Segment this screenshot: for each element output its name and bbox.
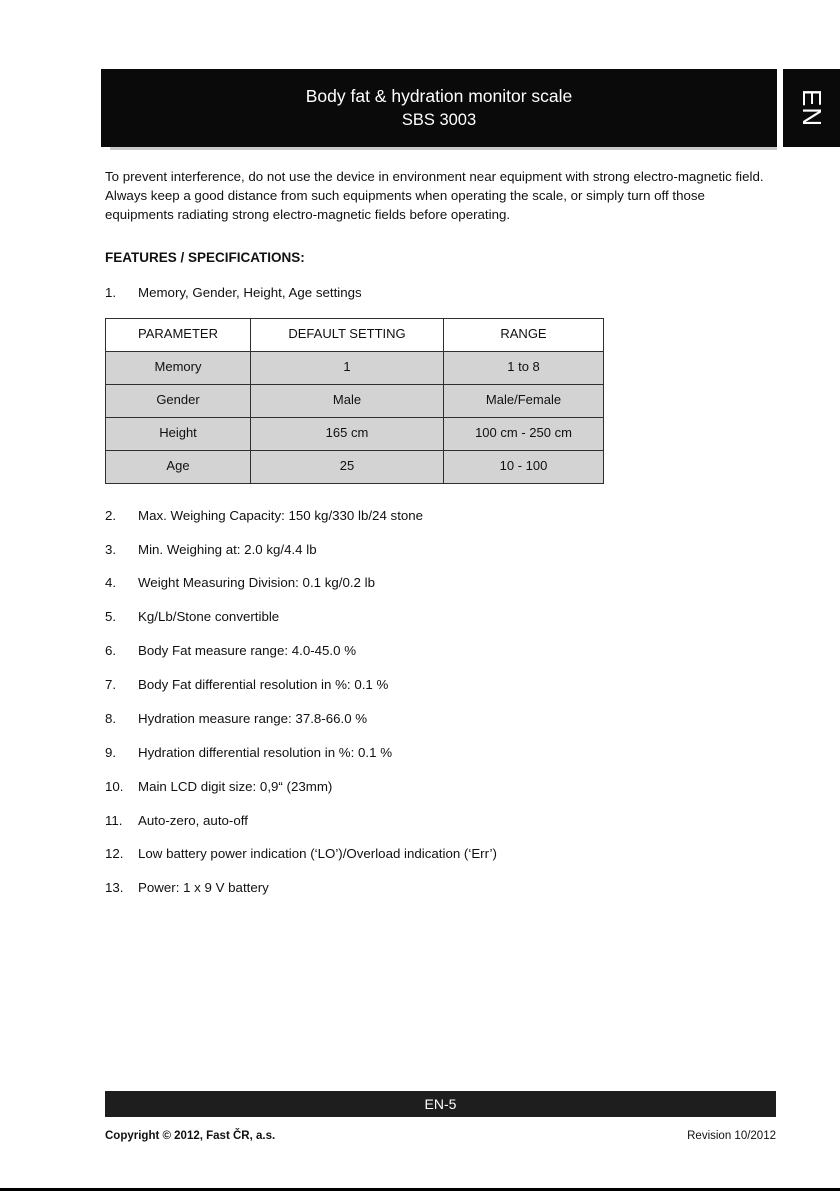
feature-number: 3. xyxy=(105,541,117,557)
language-tab-label: EN xyxy=(797,88,827,128)
feature-number: 10. xyxy=(105,778,124,794)
bottom-rule xyxy=(0,1188,840,1191)
table-cell: 25 xyxy=(251,450,444,483)
table-cell: 1 to 8 xyxy=(444,351,604,384)
feature-text: Hydration differential resolution in %: 0.1 % xyxy=(138,744,393,760)
table-cell: Gender xyxy=(106,384,251,417)
feature-number: 1. xyxy=(105,284,117,300)
table-row xyxy=(106,384,604,417)
copyright-text: Copyright © 2012, Fast ČR, a.s. xyxy=(105,1130,276,1142)
feature-item xyxy=(105,574,776,593)
header-shadow xyxy=(110,147,777,150)
table-cell: Male/Female xyxy=(444,384,604,417)
page-number-label: EN-5 xyxy=(424,1096,457,1112)
feature-item xyxy=(105,710,776,729)
table-cell: Height xyxy=(106,417,251,450)
page-number-bar xyxy=(105,1091,776,1117)
table-header-row xyxy=(106,318,604,351)
col-header-range: RANGE xyxy=(444,318,604,351)
feature-item xyxy=(105,541,776,560)
feature-item xyxy=(105,812,776,831)
feature-item xyxy=(105,676,776,695)
feature-number: 4. xyxy=(105,575,117,591)
language-tab xyxy=(783,69,840,147)
table-cell: Age xyxy=(106,450,251,483)
feature-text: Auto-zero, auto-off xyxy=(138,812,248,828)
revision-text: Revision 10/2012 xyxy=(687,1130,776,1142)
feature-number: 7. xyxy=(105,677,117,693)
feature-text: Kg/Lb/Stone convertible xyxy=(138,609,280,625)
feature-text: Low battery power indication (‘LO’)/Overload indication (‘Err’) xyxy=(138,846,497,862)
feature-text: Hydration measure range: 37.8-66.0 % xyxy=(138,710,368,726)
table-cell: 10 - 100 xyxy=(444,450,604,483)
intro-paragraph: To prevent interference, do not use the device in environment near equipment with strong electro-magnetic field. Always keep a good distance from such equipments when operating the scale, or simply turn off those equipments radiating strong electro-magnetic fields before operating. xyxy=(105,169,764,222)
feature-number: 13. xyxy=(105,880,124,896)
feature-number: 5. xyxy=(105,609,117,625)
feature-number: 8. xyxy=(105,710,117,726)
feature-item xyxy=(105,284,776,303)
feature-text: Power: 1 x 9 V battery xyxy=(138,880,269,896)
spec-table xyxy=(105,318,604,484)
feature-number: 6. xyxy=(105,643,117,659)
feature-item xyxy=(105,608,776,627)
table-row xyxy=(106,351,604,384)
col-header-parameter: PARAMETER xyxy=(106,318,251,351)
header-bar xyxy=(101,69,777,147)
feature-item xyxy=(105,845,776,864)
table-cell: 1 xyxy=(251,351,444,384)
table-row xyxy=(106,417,604,450)
section-heading: FEATURES / SPECIFICATIONS: xyxy=(105,249,305,265)
footer-row xyxy=(105,1130,776,1142)
feature-text: Weight Measuring Division: 0.1 kg/0.2 lb xyxy=(138,575,376,591)
feature-number: 9. xyxy=(105,744,117,760)
feature-number: 12. xyxy=(105,846,124,862)
feature-text: Body Fat measure range: 4.0-45.0 % xyxy=(138,643,357,659)
feature-text: Main LCD digit size: 0,9“ (23mm) xyxy=(138,778,333,794)
feature-text: Body Fat differential resolution in %: 0.1 % xyxy=(138,677,389,693)
table-row xyxy=(106,450,604,483)
feature-text: Min. Weighing at: 2.0 kg/4.4 lb xyxy=(138,541,317,557)
table-cell: 100 cm - 250 cm xyxy=(444,417,604,450)
table-cell: 165 cm xyxy=(251,417,444,450)
feature-text: Max. Weighing Capacity: 150 kg/330 lb/24 stone xyxy=(138,507,424,523)
feature-item xyxy=(105,642,776,661)
feature-text: Memory, Gender, Height, Age settings xyxy=(138,284,362,300)
doc-title: Body fat & hydration monitor scale xyxy=(305,86,573,107)
col-header-default-setting: DEFAULT SETTING xyxy=(251,318,444,351)
table-cell: Male xyxy=(251,384,444,417)
feature-item xyxy=(105,744,776,763)
feature-item xyxy=(105,507,776,526)
feature-number: 2. xyxy=(105,507,117,523)
table-cell: Memory xyxy=(106,351,251,384)
doc-model: SBS 3003 xyxy=(401,110,477,129)
feature-item xyxy=(105,778,776,797)
content xyxy=(105,168,776,913)
feature-number: 11. xyxy=(105,812,123,828)
feature-item xyxy=(105,879,776,898)
